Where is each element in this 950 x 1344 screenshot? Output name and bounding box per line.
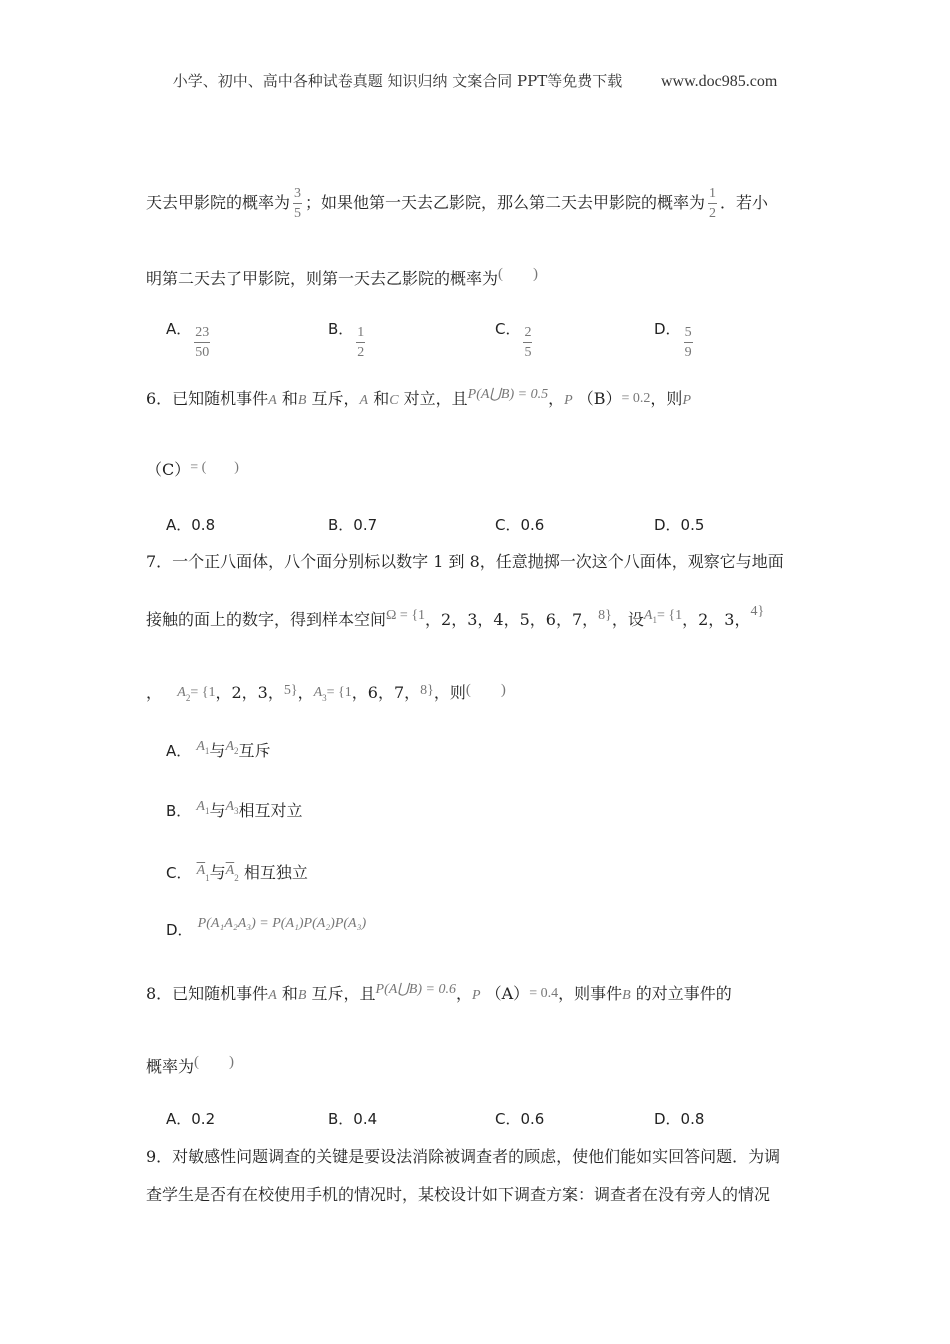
q7-line1: 7．一个正八面体，八个面分别标以数字 1 到 8，任意抛掷一次这个八面体，观察它与地面 [146, 552, 784, 571]
header-url[interactable]: www.doc985.com [661, 73, 778, 90]
fraction: $\frac{1}{2}$ [709, 186, 717, 221]
q7-option-d[interactable]: D． P(A₁A₂A₃) = P(A₁)P(A₂)P(A₃) [166, 916, 367, 939]
q8-option-b[interactable]: B．0.4 [328, 1110, 378, 1128]
q8-option-a[interactable]: A．0.2 [166, 1110, 216, 1128]
q9-line1: 9．对敏感性问题调查的关键是要设法消除被调查者的顾虑，使他们能如实回答问题．为调 [146, 1147, 781, 1166]
q5-option-b[interactable]: B． $\frac{1}{2}$ [328, 320, 365, 360]
q8-option-d[interactable]: D．0.8 [654, 1110, 705, 1128]
q7-option-c[interactable]: C． $\overline{A}_1$与$\overline{A}_2$ 相互独立 [166, 863, 308, 883]
q6-line1: 6．已知随机事件A 和B 互斥，A 和C 对立，且P(A⋃B) = 0.5，P （B）= 0.2，则P [146, 387, 691, 408]
q8-option-c[interactable]: C．0.6 [495, 1110, 545, 1128]
q5-line2: 明第二天去了甲影院，则第一天去乙影院的概率为( ) [146, 266, 539, 288]
q9-line2: 查学生是否有在校使用手机的情况时，某校设计如下调查方案：调查者在没有旁人的情况 [146, 1185, 771, 1204]
answer-blank: ( ) [498, 266, 539, 282]
q5-line1: 天去甲影院的概率为 $\frac{3}{5}$ ；如果他第一天去乙影院，那么第二天去甲影院的概率为 $\frac{1}{2}$ ．若小 [146, 186, 769, 221]
q7-option-a[interactable]: A． $A^1$与$A^2$互斥 [166, 739, 271, 760]
page-header [0, 70, 950, 91]
q6-option-c[interactable]: C．0.6 [495, 516, 545, 534]
q6-option-d[interactable]: D．0.5 [654, 516, 705, 534]
header-text: 小学、初中、高中各种试卷真题 知识归纳 文案合同 PPT等免费下载 [172, 72, 623, 90]
q7-line2: 接触的面上的数字，得到样本空间Ω = {1，2，3，4，5，6，7，8}，设$A^1= \{1$，2，3，4} [146, 604, 765, 629]
q8-line2: 概率为( ) [146, 1054, 235, 1076]
q7-line3: ， $A_2= \{1$，2，3，5}，$A_3= \{1$，6，7，8}，则( ) [146, 682, 506, 703]
q5-option-a[interactable]: A． $\frac{23}{50}$ [166, 320, 210, 360]
q6-line2: （C）= ( ) [146, 460, 239, 479]
fraction: $\frac{3}{5}$ [294, 186, 302, 221]
q5-option-d[interactable]: D． $\frac{5}{9}$ [654, 320, 692, 360]
q5-option-c[interactable]: C． $\frac{2}{5}$ [495, 320, 532, 360]
q6-option-b[interactable]: B．0.7 [328, 516, 378, 534]
q6-option-a[interactable]: A．0.8 [166, 516, 216, 534]
q7-option-b[interactable]: B． $A^1$与$A^3$相互对立 [166, 799, 303, 820]
q8-line1: 8．已知随机事件A 和B 互斥，且P(A⋃B) = 0.6，P （A）= 0.4，则事件B 的对立事件的 [146, 982, 732, 1003]
